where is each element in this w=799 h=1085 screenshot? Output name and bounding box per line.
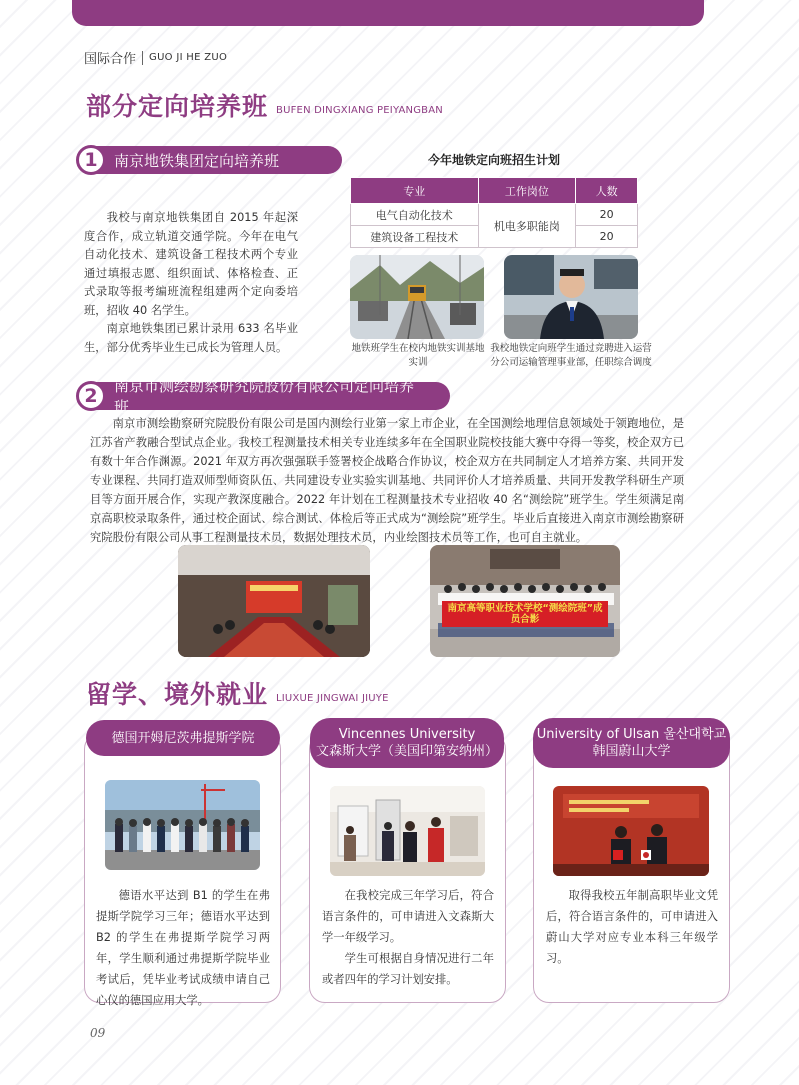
table-header-row <box>351 178 638 204</box>
table-cell-count: 20 <box>576 226 638 248</box>
number-badge: 2 <box>76 381 106 411</box>
dispatcher-caption: 我校地铁定向班学生通过竞聘进入运营分公司运输管理事业部，任职综合调度 <box>490 343 652 368</box>
paragraph: 德语水平达到 B1 的学生在弗提斯学院学习三年；德语水平达到 B2 的学生在弗提斯学院学习两年，学生顺利通过弗提斯学院毕业考试后，凭毕业考试成绩申请自己心仪的德国应用大学。 <box>96 889 270 1007</box>
section-title-orientation <box>86 94 443 119</box>
section-title-zh: 留学、境外就业 <box>86 680 269 709</box>
table-row <box>351 204 638 226</box>
paragraph: 取得我校五年制高职毕业文凭后，符合语言条件的，可申请进入蔚山大学对应专业本科三年级学习。 <box>546 889 718 965</box>
table-cell-job: 机电多职能岗 <box>478 204 576 248</box>
number-badge: 1 <box>76 145 106 175</box>
section-title-en: LIUXUE JINGWAI JIUYE <box>276 693 389 704</box>
vincennes-event-photo <box>330 786 485 876</box>
program-2-title: 南京市测绘勘察研究院股份有限公司定向培养班 <box>94 382 450 410</box>
card-ulsan-body <box>546 885 718 969</box>
table-title: 今年地铁定向班招生计划 <box>427 153 560 167</box>
card-ulsan-title <box>533 718 730 768</box>
table-header: 人数 <box>576 178 638 204</box>
card-vincennes-body <box>322 885 494 990</box>
table-cell-major: 电气自动化技术 <box>351 204 479 226</box>
card-germany-body <box>96 885 270 1011</box>
table-header: 工作岗位 <box>478 178 576 204</box>
top-decor-bar <box>72 0 704 26</box>
germany-group-photo <box>105 780 260 870</box>
header-divider <box>142 51 143 65</box>
card-title-line: Vincennes University <box>338 727 476 742</box>
paragraph: 南京市测绘勘察研究院股份有限公司是国内测绘行业第一家上市企业，在全国测绘地理信息领域处于领跑地位，是江苏省产教融合型试点企业。我校工程测量技术相关专业连续多年在全国职业院校技能大赛中夺得一等奖，校企双方已有数十年合作渊源。2021 年双方再次强强联手签署校企战略合作协议，校企双方在共同制定人才培养方案、共同开发专业课程、共同打造双师型师资队伍、共同建设专业实验实训基地、共同评价人才培养质量、共同开发教学科研生产项目等方面开展合作，实现产教深度融合。2022 年计划在工程测量技术专业招收 40 名“测绘院”班学生。学生须满足南京高职校录取条件，通过校企面试、综合测试、体检后等正式成为“测绘院”班学生。毕业后直接进入南京市测绘勘察研究院股份有限公司从事工程测量技术员，数据处理技术员，内业绘图技术员等工作，也可自主就业。 <box>90 417 684 544</box>
group-photo-banner: 南京高等职业技术学校“测绘院班”成员合影 <box>442 601 608 627</box>
program-1-heading <box>76 146 342 174</box>
card-germany-title <box>86 720 280 756</box>
header-title-zh: 国际合作 <box>84 52 137 67</box>
page-number: 09 <box>90 1026 106 1040</box>
card-title-line: 文森斯大学（美国印第安纳州） <box>315 744 498 759</box>
enrollment-plan-table <box>350 177 638 248</box>
paragraph: 我校与南京地铁集团自 2015 年起深度合作，成立轨道交通学院。今年在电气自动化技术、建筑设备工程技术两个专业通过填报志愿、组织面试、体格检查、正式录取等报考编班流程组建两个定向委培班，招收 40 名学生。 <box>84 211 298 317</box>
section-title-zh: 部分定向培养班 <box>86 92 269 121</box>
card-title-line: 德国开姆尼茨弗提斯学院 <box>111 730 255 746</box>
card-vincennes-title <box>310 718 504 768</box>
program-1-title: 南京地铁集团定向培养班 <box>94 146 342 174</box>
ulsan-signing-photo <box>553 786 709 876</box>
program-2-body <box>90 414 684 547</box>
program-2-heading <box>76 377 450 416</box>
table-cell-major: 建筑设备工程技术 <box>351 226 479 248</box>
signing-meeting-photo <box>178 545 370 657</box>
dispatcher-photo <box>504 255 638 339</box>
paragraph: 南京地铁集团已累计录用 633 名毕业生，部分优秀毕业生已成长为管理人员。 <box>84 322 298 354</box>
metro-training-caption: 地铁班学生在校内地铁实训基地实训 <box>351 343 485 368</box>
metro-training-photo <box>350 255 484 339</box>
paragraph: 学生可根据自身情况进行二年或者四年的学习计划安排。 <box>322 952 494 986</box>
card-title-line: University of Ulsan 울산대학교 <box>536 727 727 742</box>
paragraph: 在我校完成三年学习后，符合语言条件的，可申请进入文森斯大学一年级学习。 <box>322 889 494 944</box>
program-1-body <box>84 209 298 357</box>
page-header <box>84 48 227 67</box>
section-title-en: BUFEN DINGXIANG PEIYANGBAN <box>276 105 443 116</box>
table-header: 专业 <box>351 178 479 204</box>
table-cell-count: 20 <box>576 204 638 226</box>
group-photo <box>430 545 620 657</box>
section-title-study-abroad <box>86 682 389 707</box>
card-title-line: 韩国蔚山大学 <box>592 744 671 759</box>
header-title-en: GUO JI HE ZUO <box>149 52 228 63</box>
